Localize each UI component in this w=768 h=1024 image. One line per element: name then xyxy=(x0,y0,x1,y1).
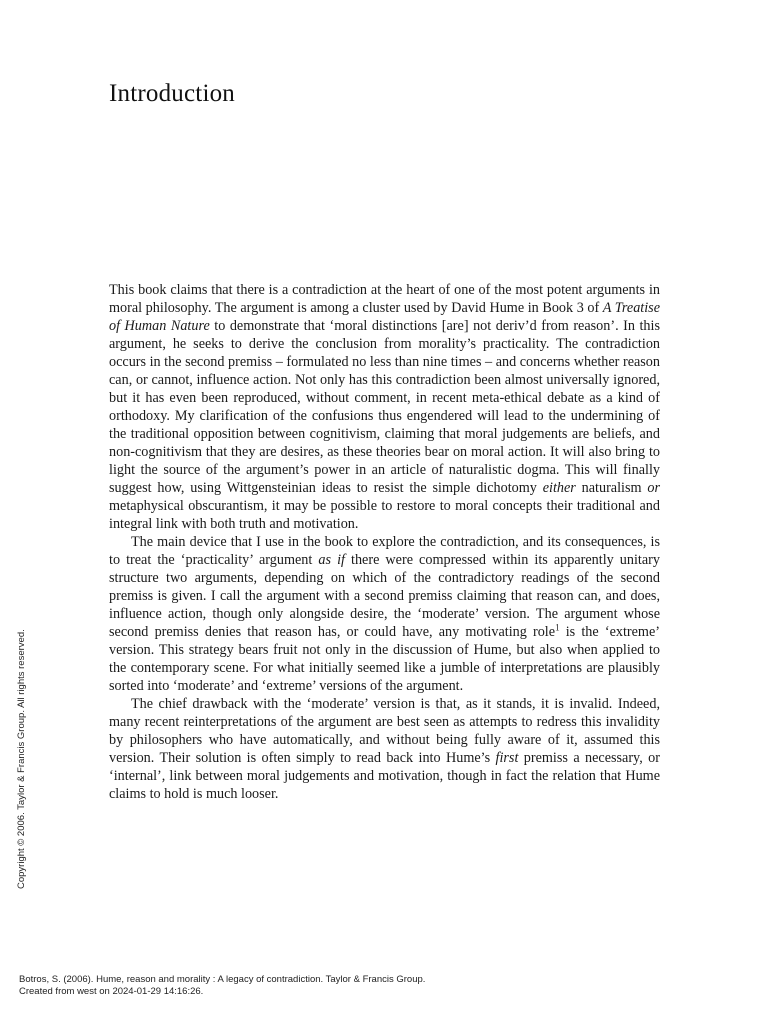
book-title-italic: A Treatise of Human Nature xyxy=(109,300,660,334)
footnote-marker-1[interactable]: 1 xyxy=(555,622,560,633)
footer-created: Created from west on 2024-01-29 14:16:26. xyxy=(19,986,204,997)
footer xyxy=(19,974,425,998)
emphasis-or: or xyxy=(647,480,660,496)
paragraph-3 xyxy=(109,695,660,803)
paragraph-1-text-d: metaphysical obscurantism, it may be possible to restore to moral concepts their traditional and integral link with both truth and motivation. xyxy=(109,498,660,532)
copyright-side-note: Copyright © 2006. Taylor & Francis Group. All rights reserved. xyxy=(16,629,27,889)
paragraph-2-text-a: The main device that I use in the book to explore the contradiction, and its consequences, is to treat the ‘practicality’ argument xyxy=(109,534,660,568)
paragraph-2 xyxy=(109,533,660,695)
paragraph-2-text-b: there were compressed within its apparently unitary structure two arguments, depending on which of the contradictory readings of the second premiss is given. I call the argument with a second premiss claiming that reason can, and does, influence action, though only alongside desire, the ‘moderate’ version. The argument whose second premiss denies that reason has, or could have, any motivating role xyxy=(109,552,660,640)
footer-citation: Botros, S. (2006). Hume, reason and morality : A legacy of contradiction. Taylor & Francis Group. xyxy=(19,974,426,985)
emphasis-first: first xyxy=(495,750,519,766)
paragraph-1-text-c: naturalism xyxy=(575,480,648,496)
paragraph-2-text-c: is the ‘extreme’ version. This strategy bears fruit not only in the discussion of Hume, but also when applied to the contemporary scene. For what initially seemed like a jumble of interpretations are plausibly sorted into ‘moderate’ and ‘extreme’ versions of the argument. xyxy=(109,624,660,694)
emphasis-as-if: as if xyxy=(318,552,345,568)
paragraph-1-text-a: This book claims that there is a contradiction at the heart of one of the most potent arguments in moral philosophy. The argument is among a cluster used by David Hume in Book 3 of xyxy=(109,282,660,316)
page-title: Introduction xyxy=(109,80,235,107)
paragraph-3-text-b: premiss a necessary, or ‘internal’, link between moral judgements and motivation, though in fact the relation that Hume claims to hold is much looser. xyxy=(109,750,660,802)
emphasis-either: either xyxy=(542,480,576,496)
paragraph-1-text-b: to demonstrate that ‘moral distinctions [are] not deriv’d from reason’. In this argument, he seeks to derive the conclusion from morality’s practicality. The contradiction occurs in the second premiss – formulated no less than nine times – and concerns whether reason can, or cannot, influence action. Not only has this contradiction been almost universally ignored, but it has even been reproduced, without comment, in recent meta-ethical debate as a kind of orthodoxy. My clarification of the confusions thus engendered will lead to the undermining of the traditional opposition between cognitivism, claiming that moral judgements are beliefs, and non-cognitivism that they are desires, as these theories bear on moral action. It will also bring to light the source of the argument’s power in an article of naturalistic dogma. This will finally suggest how, using Wittgensteinian ideas to resist the simple dichotomy xyxy=(109,318,660,496)
paragraph-3-text-a: The chief drawback with the ‘moderate’ version is that, as it stands, it is invalid. Indeed, many recent reinterpretations of the argument are best seen as attempts to redress this invalidity by philosophers who have automatically, and without being fully aware of it, assumed this version. Their solution is often simply to read back into Hume’s xyxy=(109,696,660,766)
body-text xyxy=(109,281,660,803)
paragraph-1 xyxy=(109,281,660,533)
